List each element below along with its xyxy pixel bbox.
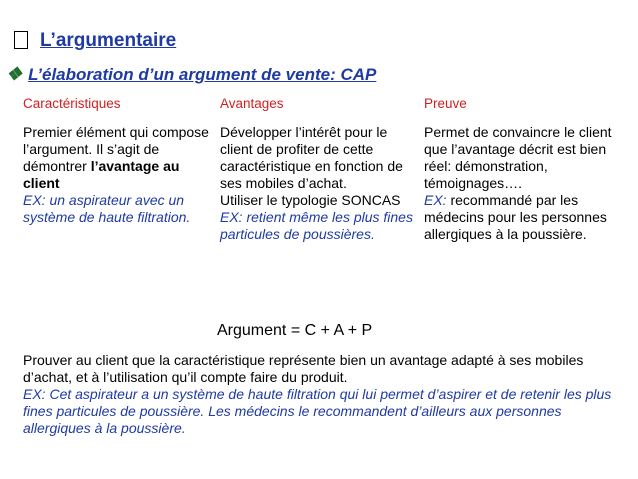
proof-body: Permet de convaincre le client que l’avantage décrit est bien réel: démonstration, témoignages…. [424,124,612,191]
advantages-body2: Utiliser le typologie SONCAS [220,192,401,208]
box-bullet-icon [14,31,28,49]
characteristics-example: EX: un aspirateur avec un système de haute filtration. [23,192,191,225]
main-heading-text: L’argumentaire [40,30,177,51]
conclusion-example: EX: Cet aspirateur a un système de haute filtration qui lui permet d’aspirer et de retenir les plus fines particules de poussière. Les médecins le recommandent d’ailleurs aux personnes allergiques à la poussière. [23,386,612,436]
characteristics-bold: l’avantage au client [23,158,180,191]
characteristics-body: Premier élément qui compose l’argument. Il s’agit de démontrer [23,124,209,174]
proof-example-label: EX: [424,192,447,208]
column-proof [424,124,614,243]
advantages-example: EX: retient même les plus fines particules de poussières. [220,209,413,242]
column-characteristics [23,124,211,226]
column-header-advantages: Avantages [220,96,284,111]
formula: Argument = C + A + P [217,322,373,339]
sub-heading-text: L’élaboration d’un argument de vente: CAP [28,65,377,84]
proof-example: recommandé par les médecins pour les personnes allergiques à la poussière. [424,192,607,242]
column-header-proof: Preuve [424,96,467,111]
main-heading [14,30,176,52]
column-advantages [220,124,415,243]
sub-heading [6,64,376,85]
advantages-body: Développer l’intérêt pour le client de profiter de cette caractéristique en fonction de ses mobiles d’achat. [220,124,403,191]
conclusion [23,352,623,437]
column-header-characteristics: Caractéristiques [23,96,121,111]
diamond-bullet-icon: ❖ [6,64,23,84]
conclusion-text: Prouver au client que la caractéristique représente bien un avantage adapté à ses mobiles d’achat, et à l’utilisation qu’il compte faire du produit. [23,352,584,385]
